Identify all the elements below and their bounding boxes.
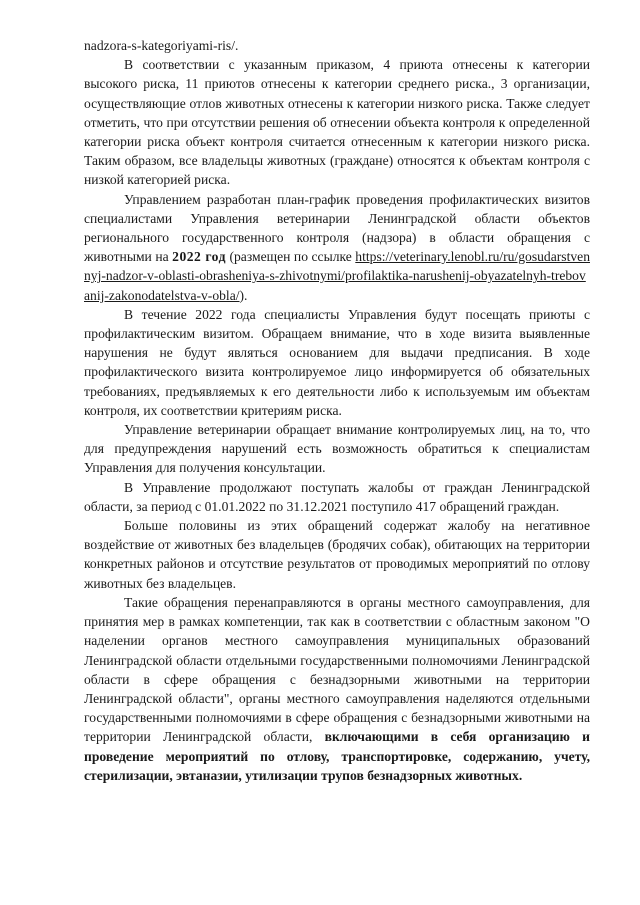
paragraph-visit-schedule — [84, 190, 590, 305]
visit-schedule-text-end: ). — [239, 287, 248, 303]
paragraph-stray-animals: Больше половины из этих обращений содержат жалобу на негативное воздействие от животных без владельцев (бродячих собак), обитающих на территории конкретных районов и отсутствие результатов от проводимых мероприятий по отлову животных без владельцев. — [84, 518, 590, 591]
paragraph-preventive-visits: В течение 2022 года специалисты Управления будут посещать приюты с профилактическим визитом. Обращаем внимание, что в ходе визита выявленные нарушения не будут являться основанием для выдачи предписания. В ходе профилактического визита контролируемое лицо информируется об обязательных требованиях, предъявляемых к его деятельности либо к используемым им объектам контроля, их соответствии критериям риска. — [84, 306, 590, 418]
paragraph-risk-categories: В соответствии с указанным приказом, 4 приюта отнесены к категории высокого риска, 11 приютов отнесены к категории среднего риска., 3 организации, осуществляющие отлов животных отнесены к категории низкого риска. Также следует отметить, что при отсутствии решения об отнесении объекта контроля к определенной категории риска объект контроля считается отнесенным к категории низкого риска. Таким образом, все владельцы животных (граждане) относятся к объектам контроля с низкой категорией риска. — [84, 57, 590, 188]
paragraph-local-government — [84, 593, 590, 785]
document-page — [84, 36, 590, 785]
local-government-measures: включающими в себя организацию и проведение мероприятий по отлову, транспортировке, содержанию, учету, стерилизации, эвтаназии, утилизации трупов безнадзорных животных. — [84, 729, 591, 783]
plan-year: 2022 год — [172, 249, 226, 265]
paragraph-complaints: В Управление продолжают поступать жалобы от граждан Ленинградской области, за период с 01.01.2022 по 31.12.2021 поступило 417 обращений граждан. — [84, 479, 590, 514]
paragraph-consultation: Управление ветеринарии обращает внимание контролируемых лиц, на то, что для предупреждения нарушений есть возможность обратиться к специалистам Управления для получения консультации. — [84, 422, 590, 476]
visit-schedule-text-middle: (размещен по ссылке — [225, 249, 356, 265]
visit-schedule-text: Управлением разработан план-график проведения профилактических визитов специалистами Управления ветеринарии Ленинградской области объектов регионального государственного контроля (надзора) в области обращения с животными на — [84, 191, 590, 265]
paragraph-link-tail: nadzora-s-kategoriyami-ris/. — [84, 38, 239, 53]
local-government-text: Такие обращения перенаправляются в органы местного самоуправления, для принятия мер в рамках компетенции, так как в соответствии с областным законом "О наделении органов местного самоуправления муниципальных образований Ленинградской области отдельными государственными полномочиями Ленинградской области в сфере обращения с безнадзорными животными на территории Ленинградской области", органы местного самоуправления наделяются отдельными государственными полномочиями в сфере обращения с безнадзорными животными на территории Ленинградской области, — [84, 594, 590, 745]
veterinary-plan-link[interactable]: https://veterinary.lenobl.ru/ru/gosudarstvennyj-nadzor-v-oblasti-obrasheniya-s-zhivotnymi/profilaktika-narushenij-obyazatelnyh-trebovanij-zakonodatelstva-v-obla/ — [84, 249, 590, 303]
